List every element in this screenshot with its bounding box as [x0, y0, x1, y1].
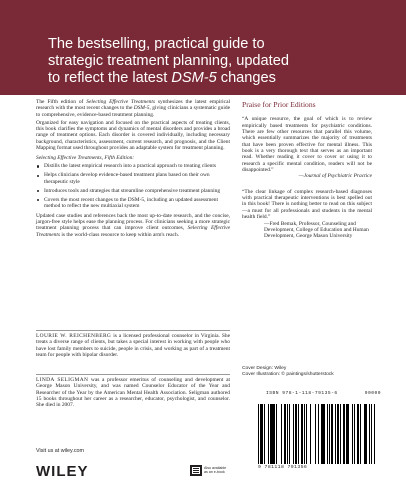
headline-line-1: The bestselling, practical guide to: [48, 36, 265, 52]
feature-list: [36, 163, 230, 209]
barcode: [258, 391, 381, 479]
headline-line-3-suffix: changes: [216, 70, 276, 86]
price-code: 90000: [364, 391, 381, 396]
description-paragraph-2: Organized for easy navigation and focused on the practical aspects of treating clients, this book clarifies the symptoms and dynamics of mental disorders and provides a broad range of treatment options. Each disorder is covered individually, including necessary background, characteristics, assessment, current research, and prognosis, and the Client Mapping format used throughout provides an adaptable system for treatment planning.: [36, 119, 230, 151]
wiley-logo: WILEY: [36, 463, 89, 480]
author-bio-2: [36, 377, 230, 409]
dsm-label: DSM-5: [133, 105, 150, 112]
headline-dsm: DSM-5: [171, 70, 217, 86]
headline-line-2: strategic treatment planning, updated: [48, 53, 289, 69]
description-column: [36, 99, 230, 242]
cover-design-credit: Cover Design: Wiley: [242, 366, 287, 371]
barcode-bar: [374, 404, 375, 464]
feature-item: Covers the most recent changes to the DSM-5, including an updated assessment method to reflect the new multiaxial system: [36, 197, 230, 210]
top-color-bar: [0, 0, 406, 31]
headline-line-3-prefix: to reflect the latest: [48, 70, 172, 86]
cover-credits: [242, 366, 334, 378]
author-bio-text: is a licensed professional counselor in Virginia. She treats a diverse range of clients, but takes a special interest in working with people who have lost family members to suicide, people in crisis, and working as part of a treatment team for people with bipolar disorder.: [36, 333, 230, 359]
praise-quote-1: “A unique resource, the goal of which is to review empirically based treatments for psychiatric conditions. There are few other resources that parallel this volume, which essentially summarizes the majority of treatments that have been proven effective for mental illness. This book is a very thorough text that serves as an important read. Whether reading it cover to cover or using it to research a specific mental condition, readers will not be disappointed.”: [242, 116, 372, 174]
headline-line-3: [48, 70, 368, 87]
praise-attribution-1: —Journal of Psychiatric Practice: [298, 173, 372, 180]
author-name: LOURIE W. REICHENBERG: [36, 333, 112, 339]
ebook-badge: [190, 463, 236, 477]
headline-band: [0, 31, 406, 95]
divider: [36, 374, 230, 375]
feature-item: Helps clinicians develop evidence-based treatment plans based on their own therapeutic style: [36, 172, 230, 185]
barcode-bars: [258, 398, 381, 464]
ebook-line-1: Also available: [204, 465, 227, 470]
book-title: Selecting Effective Treatments: [86, 99, 155, 105]
divider: [36, 330, 230, 331]
author-bio-text: was a professor emeritus of counseling and development at George Mason University, and was named Counselor Educator of the Year and Researcher of the Year by the American Mental Health Association. Seligman authored 15 books throughout her career as a researcher, educator, psychologist, and counselor. She died in 2007.: [36, 377, 230, 409]
ebook-line-2: as an e-book: [204, 470, 225, 474]
text-run: , giving clinicians a systematic guide to comprehensive, evidence-based treatment planning.: [36, 105, 230, 118]
text-run: synthesizes the latest empirical research with the most recent changes to the: [36, 99, 230, 112]
publisher-url[interactable]: Visit us at wiley.com: [36, 448, 85, 454]
isbn-text: ISBN 978-1-118-79135-6: [266, 391, 338, 396]
barcode-digits: 9 781118 791356: [258, 465, 308, 470]
book-title: Selecting Effective Treatments: [36, 225, 230, 238]
praise-heading: Praise for Prior Editions: [242, 100, 316, 109]
ebook-text: [204, 466, 226, 474]
cover-illustration-credit: Cover Illustration: © paintings/shutterstock: [242, 372, 334, 378]
text-run: The Fifth edition of: [36, 99, 87, 105]
praise-column: [242, 99, 372, 240]
text-run: is the world-class resource to keep within arm's reach.: [59, 231, 180, 238]
praise-attribution-2: —Fred Bemak, Professor, Counseling and Development, College of Education and Human Development, George Mason University: [264, 220, 369, 240]
description-paragraph-3: [36, 213, 230, 238]
praise-quote-2: “The clear linkage of complex research-based diagnoses with practical therapeutic interventions is best spelled out in this book! There is nothing better to read on this subject—a must for all professionals and students in the mental health field.”: [242, 188, 372, 221]
feature-intro: Selecting Effective Treatments, Fifth Edition:: [36, 154, 135, 161]
feature-item: Introduces tools and strategies that streamline comprehensive treatment planning: [36, 188, 230, 194]
ebook-icon: [190, 465, 202, 476]
text-run: Updated case studies and references back the most up-to-date research, and the concise, jargon-free style helps ease the planning process. For clinicians seeking a more strategic treatment planning process that can improve client outcomes,: [36, 212, 230, 232]
feature-item: Distills the latest empirical research into a practical approach to treating clients: [36, 163, 230, 169]
author-bio-1: [36, 333, 230, 358]
description-paragraph-1: [36, 99, 230, 118]
author-name: LINDA SELIGMAN: [36, 377, 89, 383]
headline: [48, 36, 368, 87]
